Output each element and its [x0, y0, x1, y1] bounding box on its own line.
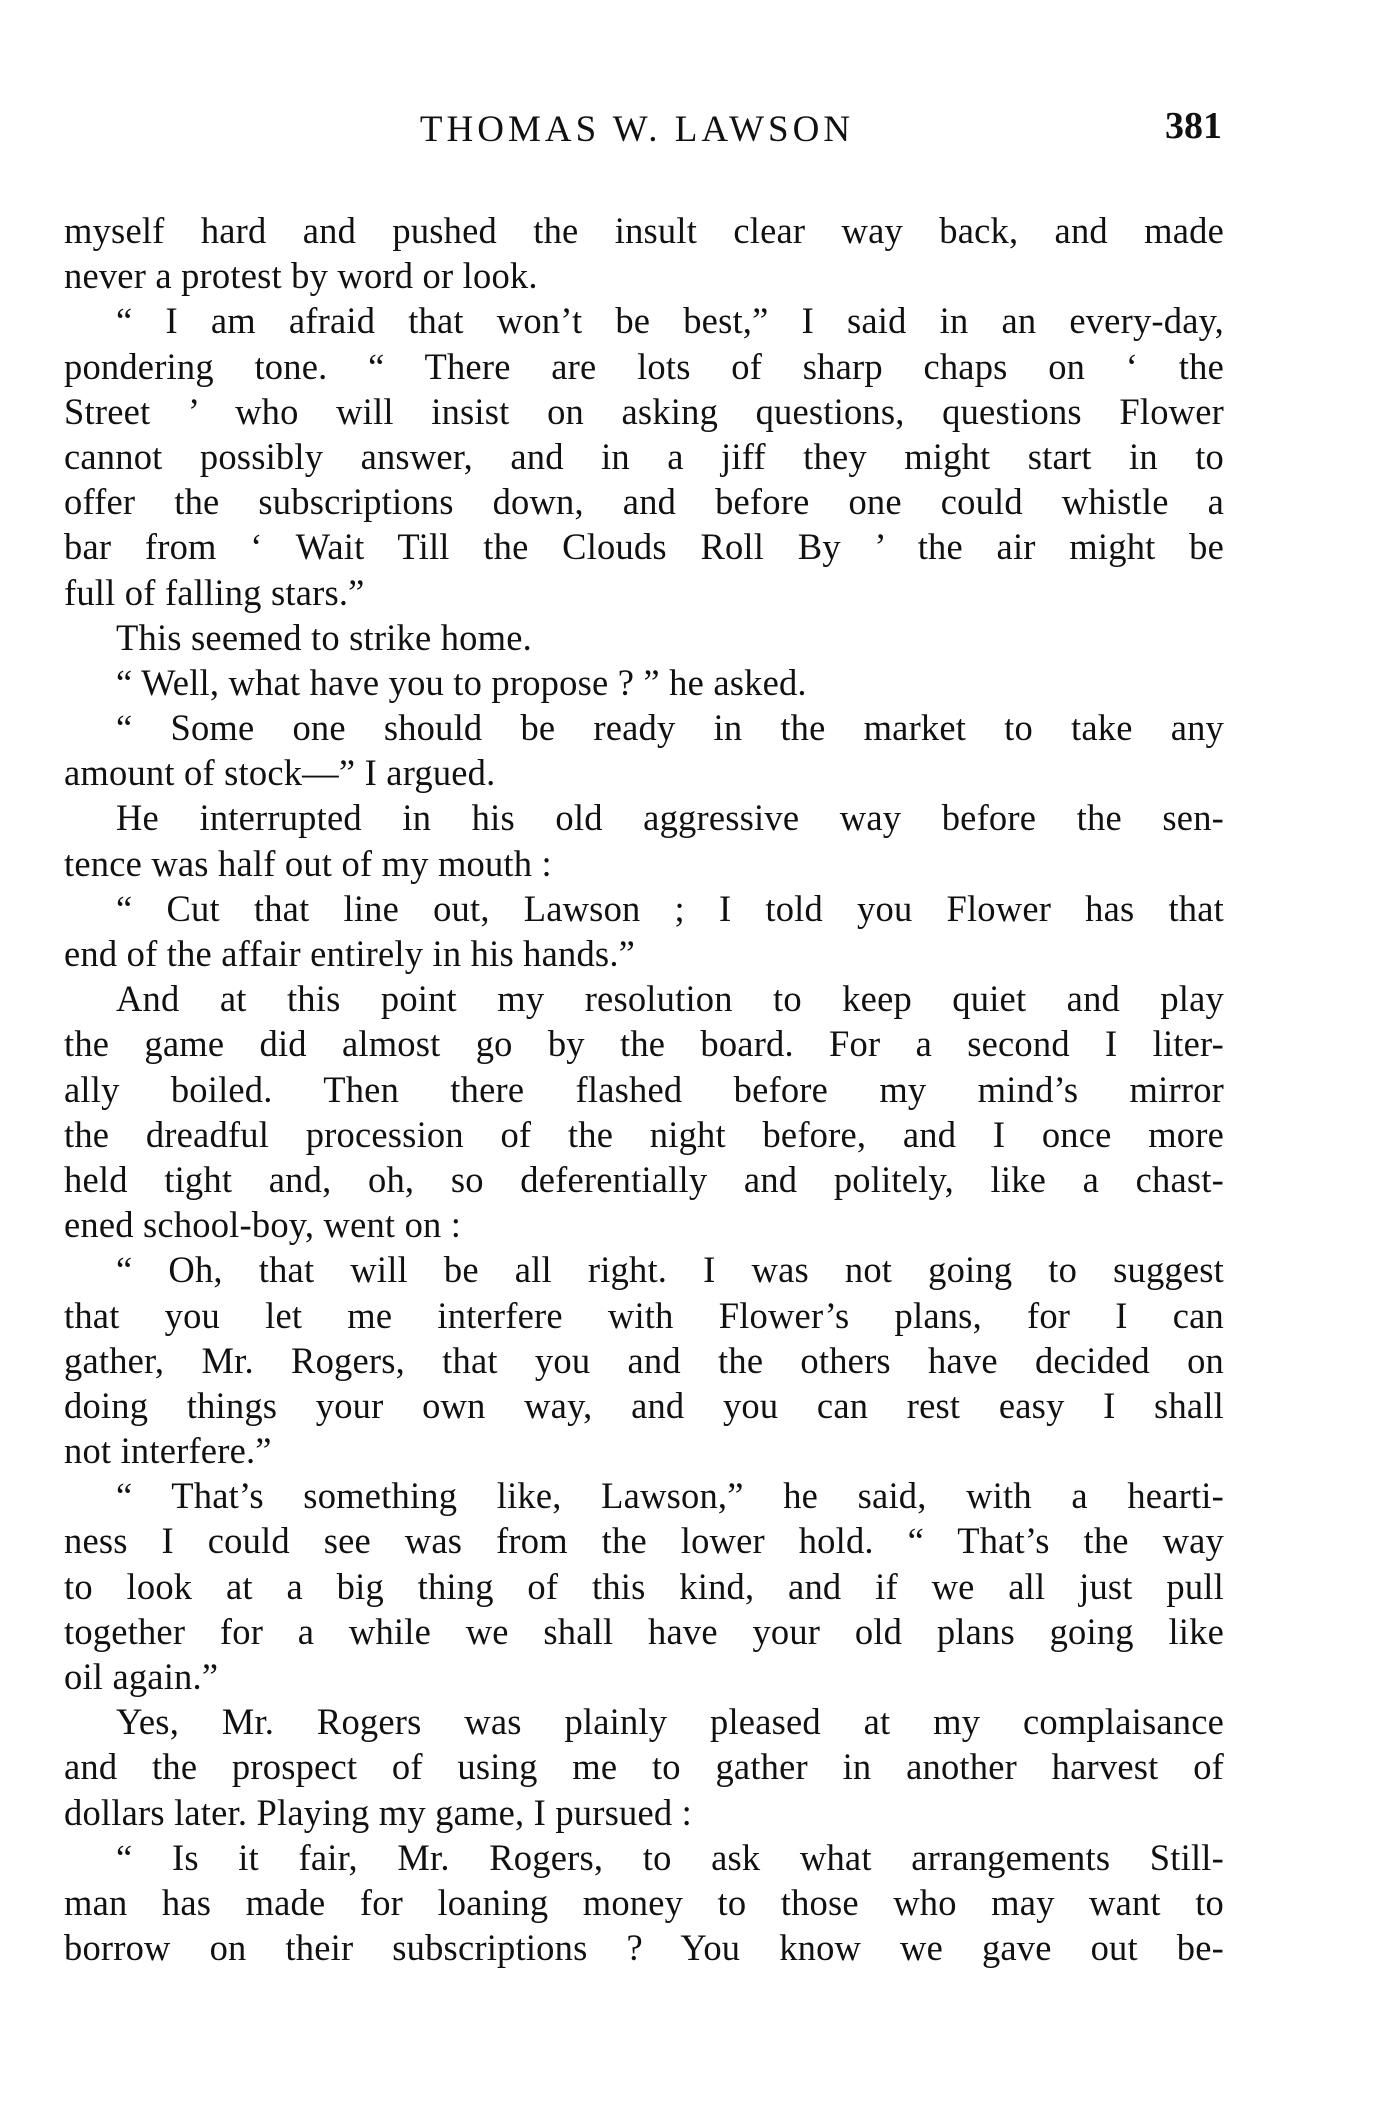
text-line: ened school-boy, went on : [64, 1204, 462, 1246]
text-line: dollars later. Playing my game, I pursued : [64, 1791, 692, 1833]
text-line: And at this point my resolution to keep quiet and play [116, 978, 1224, 1020]
text-line: myself hard and pushed the insult clear way back, and made [64, 210, 1224, 251]
text-line: “ Oh, that will be all right. I was not going to suggest [116, 1249, 1224, 1291]
page-number: 381 [1165, 105, 1222, 147]
text-line: This seemed to strike home. [116, 616, 532, 658]
text-line: that you let me interfere with Flower’s plans, for I can [64, 1294, 1224, 1336]
text-line: held tight and, oh, so deferentially and politely, like a chast- [64, 1158, 1224, 1200]
text-line: He interrupted in his old aggressive way before the sen- [116, 797, 1224, 839]
text-line: offer the subscriptions down, and before one could whistle a [64, 481, 1224, 523]
text-line: gather, Mr. Rogers, that you and the others have decided on [64, 1339, 1224, 1381]
text-line: not interfere.” [64, 1430, 272, 1472]
text-line: tence was half out of my mouth : [64, 842, 552, 884]
text-line: doing things your own way, and you can rest easy I shall [64, 1384, 1224, 1426]
text-line: oil again.” [64, 1656, 219, 1697]
text-line: amount of stock—” I argued. [64, 752, 496, 794]
body-text [64, 208, 1224, 1970]
text-line: “ Is it fair, Mr. Rogers, to ask what arrangements Still- [116, 1836, 1224, 1878]
text-line: bar from ‘ Wait Till the Clouds Roll By ’ the air might be [64, 526, 1224, 568]
text-line: Yes, Mr. Rogers was plainly pleased at my complaisance [116, 1701, 1224, 1743]
text-line: end of the affair entirely in his hands.” [64, 933, 636, 974]
text-line: “ Some one should be ready in the market to take any [116, 707, 1224, 749]
text-line: ally boiled. Then there flashed before my mind’s mirror [64, 1068, 1224, 1110]
running-title: THOMAS W. LAWSON [419, 109, 855, 150]
text-line: the dreadful procession of the night before, and I once more [64, 1113, 1224, 1155]
text-line: pondering tone. “ There are lots of sharp chaps on ‘ the [64, 345, 1224, 387]
running-head [62, 105, 1222, 158]
text-line: borrow on their subscriptions ? You know we gave out be- [64, 1927, 1224, 1969]
text-line: “ I am afraid that won’t be best,” I said in an every-day, [116, 300, 1224, 342]
text-line: and the prospect of using me to gather in another harvest of [64, 1746, 1224, 1788]
text-line: man has made for loaning money to those who may want to [64, 1881, 1224, 1923]
text-line: ness I could see was from the lower hold. “ That’s the way [64, 1520, 1224, 1562]
text-line: to look at a big thing of this kind, and if we all just pull [64, 1565, 1224, 1607]
text-line: the game did almost go by the board. For a second I liter- [64, 1023, 1224, 1065]
text-line: “ Cut that line out, Lawson ; I told you Flower has that [116, 887, 1224, 929]
text-line: full of falling stars.” [64, 571, 365, 613]
text-line: “ Well, what have you to propose ? ” he asked. [116, 661, 807, 703]
text-line: together for a while we shall have your old plans going like [64, 1610, 1224, 1652]
text-line: never a protest by word or look. [64, 255, 538, 297]
text-line: “ That’s something like, Lawson,” he said, with a hearti- [116, 1475, 1224, 1517]
text-line: Street ’ who will insist on asking questions, questions Flower [64, 390, 1224, 432]
text-line: cannot possibly answer, and in a jiff they might start in to [64, 435, 1224, 477]
